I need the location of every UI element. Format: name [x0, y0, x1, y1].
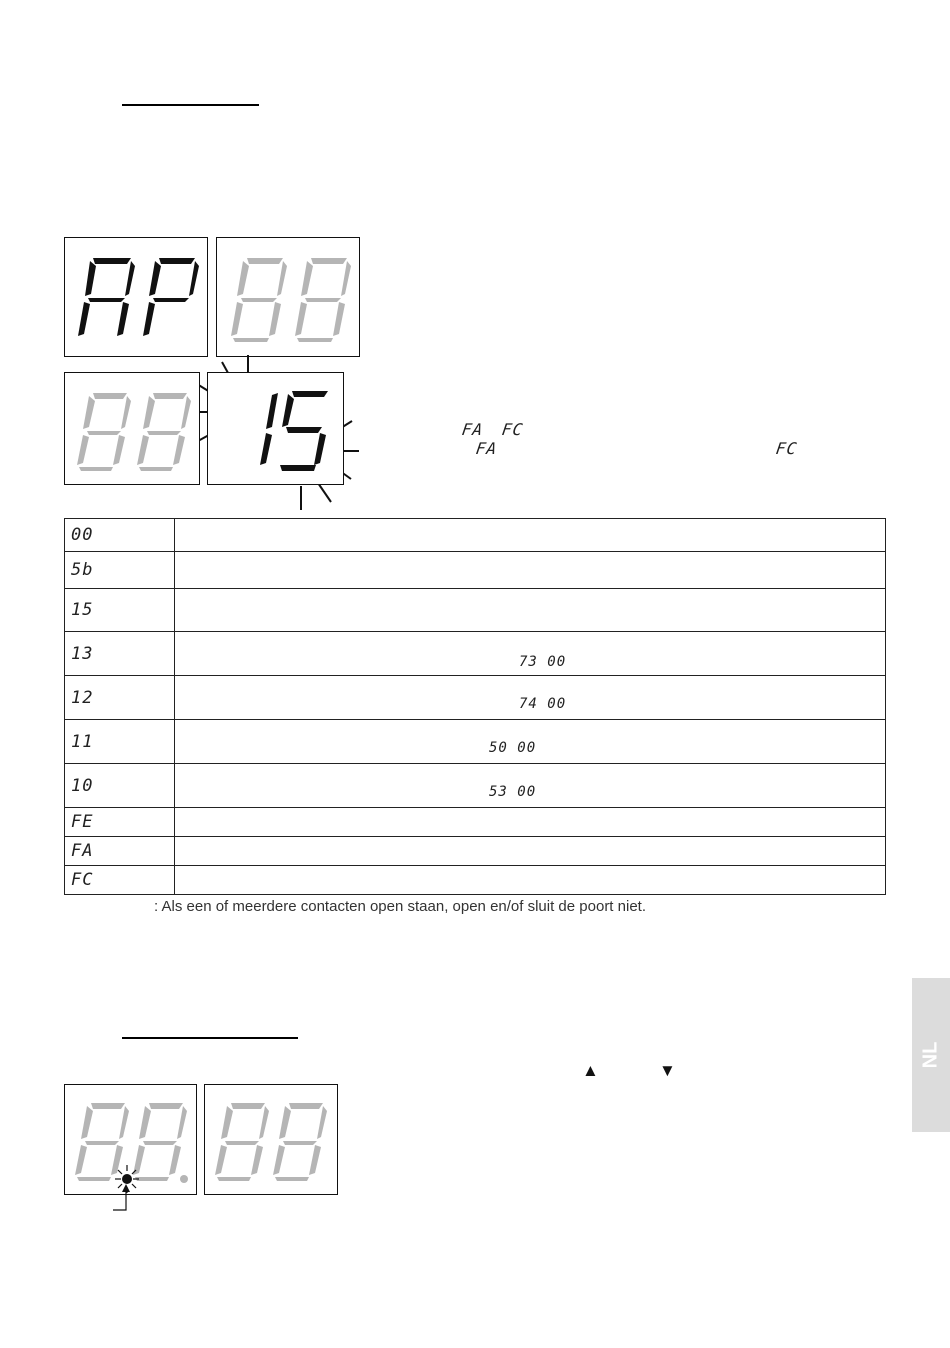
- table-desc: [175, 632, 886, 676]
- table-row: [65, 676, 886, 720]
- table-code: 10: [65, 764, 175, 808]
- table-desc: [175, 764, 886, 808]
- table-inline-code: 74 00: [519, 696, 567, 712]
- legend-code-fa: FA: [460, 420, 485, 439]
- display-ap-segments: [65, 238, 209, 358]
- display-lower-left-segments: [65, 1085, 198, 1196]
- display-15: [207, 372, 344, 485]
- language-tab-label: NL: [919, 1041, 942, 1069]
- table-row: [65, 808, 886, 837]
- table-code: FC: [65, 866, 175, 895]
- section-heading-rule-1: [122, 104, 259, 106]
- table-inline-code: 53 00: [489, 784, 537, 800]
- table-code: FE: [65, 808, 175, 837]
- table-row: [65, 837, 886, 866]
- table-desc: [175, 676, 886, 720]
- display-top-right: [216, 237, 360, 357]
- table-row: [65, 519, 886, 552]
- language-tab: [912, 978, 950, 1132]
- legend-code-fc: FC: [500, 420, 525, 439]
- table-code: 5b: [65, 552, 175, 589]
- table-row: [65, 552, 886, 589]
- table-desc: [175, 589, 886, 632]
- table-desc: [175, 720, 886, 764]
- table-desc: [175, 519, 886, 552]
- table-row: [65, 764, 886, 808]
- table-inline-code: 73 00: [519, 654, 567, 670]
- error-code-table: [64, 518, 886, 895]
- table-row: [65, 720, 886, 764]
- display-ap: [64, 237, 208, 357]
- table-row: [65, 866, 886, 895]
- display-bottom-left-segments: [65, 373, 201, 486]
- table-code: 15: [65, 589, 175, 632]
- display-top-right-segments: [217, 238, 361, 358]
- section-heading-rule-2: [122, 1037, 298, 1039]
- up-arrow-icon: ▲: [582, 1061, 599, 1080]
- table-desc: [175, 866, 886, 895]
- down-arrow-icon: ▼: [659, 1061, 676, 1080]
- table-code: 13: [65, 632, 175, 676]
- table-code: FA: [65, 837, 175, 866]
- display-lower-left: [64, 1084, 197, 1195]
- table-desc: [175, 837, 886, 866]
- display-lower-right: [204, 1084, 338, 1195]
- display-bottom-left: [64, 372, 200, 485]
- legend-code-fa-2: FA: [474, 439, 499, 458]
- table-code: 11: [65, 720, 175, 764]
- display-lower-right-segments: [205, 1085, 339, 1196]
- legend-code-fc-2: FC: [774, 439, 799, 458]
- table-row: [65, 632, 886, 676]
- table-desc: [175, 808, 886, 837]
- table-note: : Als een of meerdere contacten open staan, open en/of sluit de poort niet.: [154, 898, 646, 915]
- display-15-segments: [208, 373, 345, 486]
- table-code: 12: [65, 676, 175, 720]
- table-desc: [175, 552, 886, 589]
- table-row: [65, 589, 886, 632]
- table-code: 00: [65, 519, 175, 552]
- table-inline-code: 50 00: [489, 740, 537, 756]
